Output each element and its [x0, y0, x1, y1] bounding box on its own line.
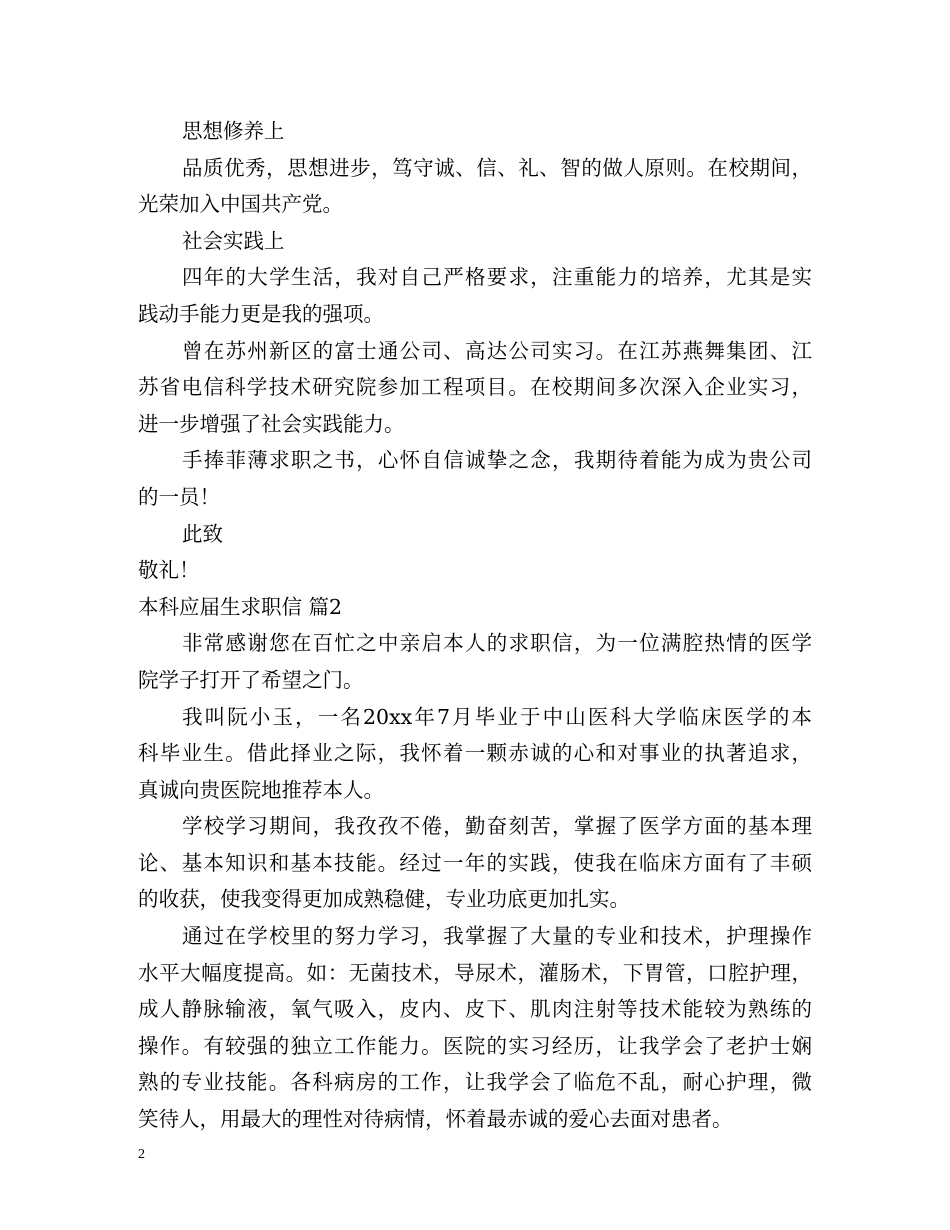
paragraph-line: 通过在学校里的努力学习，我掌握了大量的专业和技术，护理操作 — [182, 924, 812, 949]
paragraph-line: 学校学习期间，我孜孜不倦，勤奋刻苦，掌握了医学方面的基本理 — [182, 814, 812, 839]
paragraph-line: 践动手能力更是我的强项。 — [138, 301, 384, 326]
paragraph-line: 院学子打开了希望之门。 — [138, 667, 364, 692]
paragraph-line: 论、基本知识和基本技能。经过一年的实践，使我在临床方面有了丰硕 — [138, 850, 812, 875]
section-title: 本科应届生求职信 篇2 — [138, 594, 343, 619]
paragraph-line: 四年的大学生活，我对自己严格要求，注重能力的培养，尤其是实 — [182, 265, 812, 290]
page-number: 2 — [138, 1147, 145, 1162]
closing-regards: 敬礼！ — [138, 558, 200, 583]
section-heading-social-practice: 社会实践上 — [182, 228, 285, 253]
paragraph-line: 曾在苏州新区的富士通公司、高达公司实习。在江苏燕舞集团、江 — [182, 338, 812, 363]
paragraph-line: 的收获，使我变得更加成熟稳健，专业功底更加扎实。 — [138, 887, 630, 912]
paragraph-line: 操作。有较强的独立工作能力。医院的实习经历，让我学会了老护士娴 — [138, 1033, 812, 1058]
paragraph-line: 苏省电信科学技术研究院参加工程项目。在校期间多次深入企业实习， — [138, 375, 812, 400]
paragraph-line: 科毕业生。借此择业之际，我怀着一颗赤诚的心和对事业的执著追求， — [138, 741, 812, 766]
paragraph-line: 手捧菲薄求职之书，心怀自信诚挚之念，我期待着能为成为贵公司 — [182, 448, 812, 473]
paragraph-line: 进一步增强了社会实践能力。 — [138, 411, 405, 436]
paragraph-line: 光荣加入中国共产党。 — [138, 192, 343, 217]
document-body — [138, 113, 812, 1138]
paragraph-line: 非常感谢您在百忙之中亲启本人的求职信，为一位满腔热情的医学 — [182, 631, 812, 656]
paragraph-line: 笑待人，用最大的理性对待病情，怀着最赤诚的爱心去面对患者。 — [138, 1107, 733, 1132]
section-heading-ideology: 思想修养上 — [182, 119, 285, 143]
paragraph-line: 的一员！ — [138, 484, 220, 509]
paragraph-line: 真诚向贵医院地推荐本人。 — [138, 777, 384, 802]
paragraph-line: 品质优秀，思想进步，笃守诚、信、礼、智的做人原则。在校期间， — [182, 155, 812, 180]
paragraph-line: 水平大幅度提高。如：无菌技术，导尿术，灌肠术，下胃管，口腔护理， — [138, 960, 812, 985]
paragraph-line: 成人静脉输液，氧气吸入，皮内、皮下、肌肉注射等技术能较为熟练的 — [138, 997, 812, 1022]
closing-salutation: 此致 — [182, 521, 223, 546]
paragraph-line: 我叫阮小玉，一名20xx年7月毕业于中山医科大学临床医学的本 — [182, 704, 812, 729]
paragraph-line: 熟的专业技能。各科病房的工作，让我学会了临危不乱，耐心护理，微 — [138, 1070, 812, 1095]
